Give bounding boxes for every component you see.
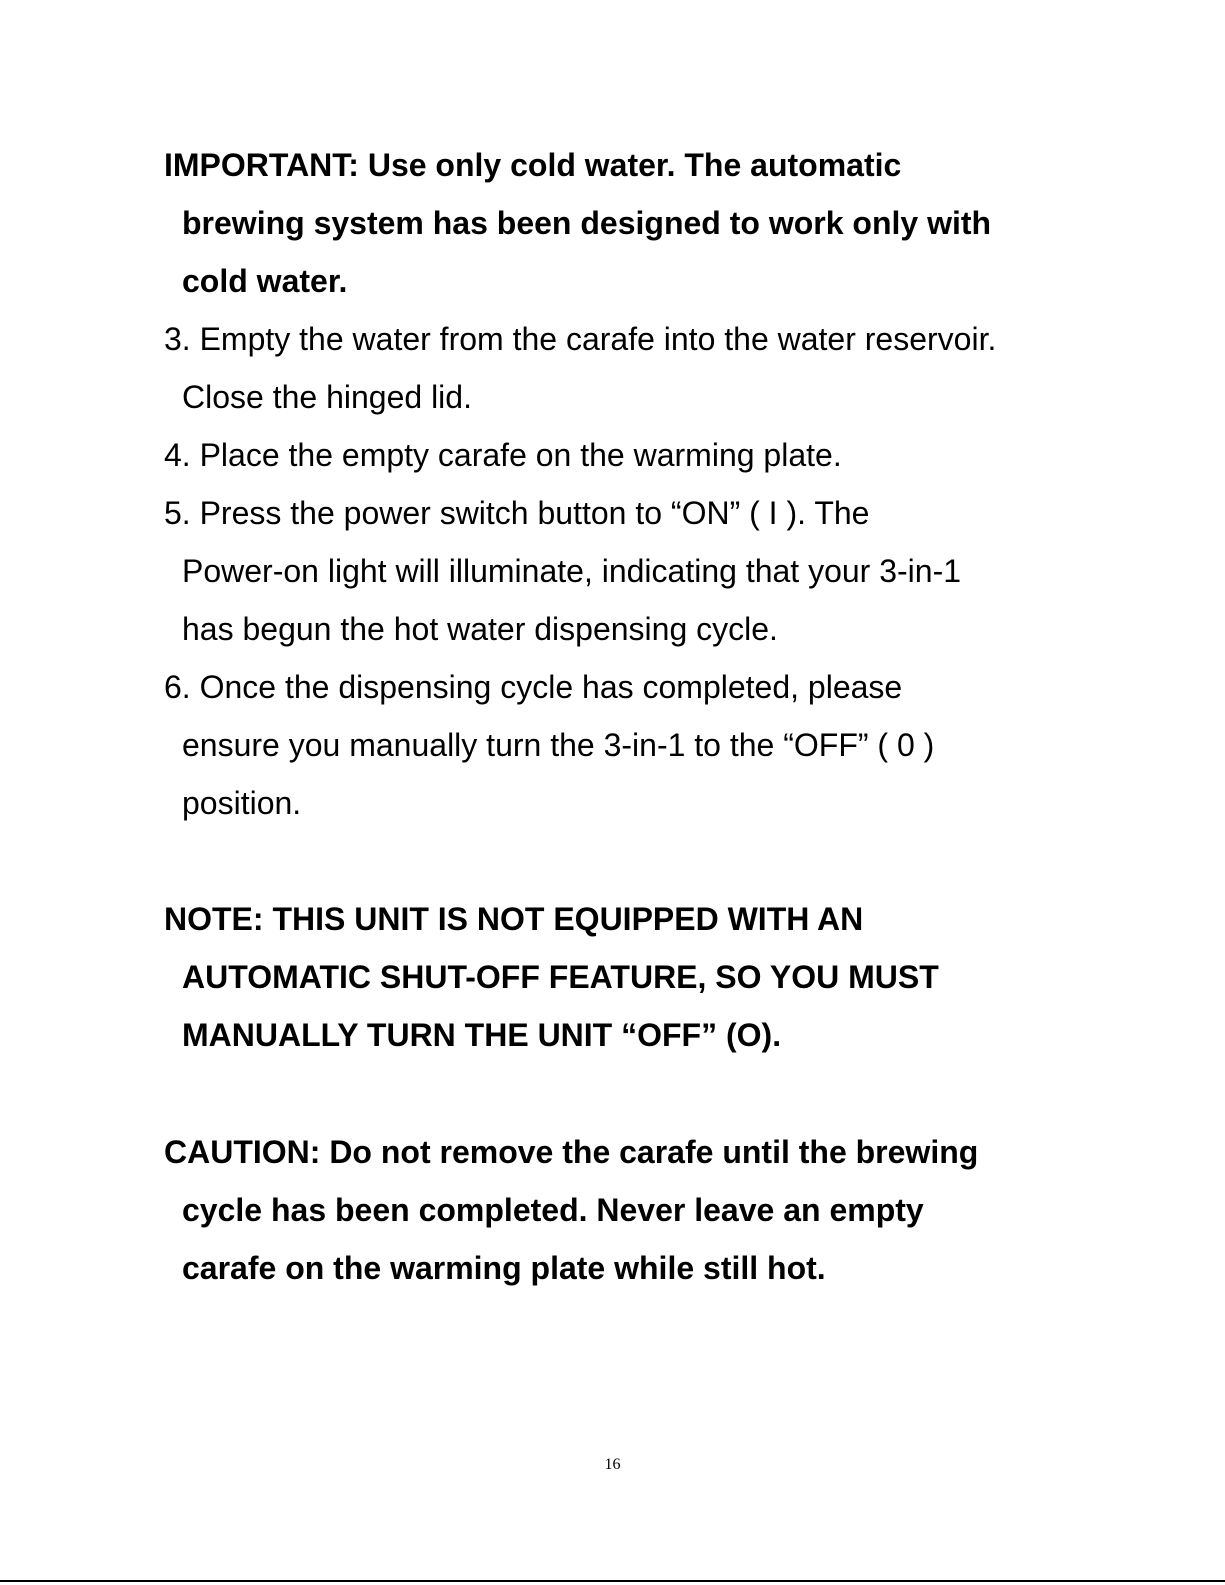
note-line-2: AUTOMATIC SHUT-OFF FEATURE, SO YOU MUST bbox=[182, 959, 939, 995]
step-4-line-1: 4. Place the empty carafe on the warming plate. bbox=[164, 437, 842, 473]
bottom-edge-rule bbox=[0, 1580, 1225, 1582]
step-3-line-2: Close the hinged lid. bbox=[182, 379, 472, 415]
important-line-2: brewing system has been designed to work only with bbox=[182, 205, 992, 241]
step-3-line-1: 3. Empty the water from the carafe into the water reservoir. bbox=[164, 321, 997, 357]
caution-line-3: carafe on the warming plate while still hot. bbox=[182, 1250, 826, 1286]
note-line-3: MANUALLY TURN THE UNIT “OFF” (O). bbox=[182, 1017, 782, 1053]
step-6-line-3: position. bbox=[182, 785, 302, 821]
step-5-line-1: 5. Press the power switch button to “ON” ( I ). The bbox=[164, 495, 870, 531]
step-6-line-1: 6. Once the dispensing cycle has completed, please bbox=[164, 669, 903, 705]
step-5-line-2: Power-on light will illuminate, indicating that your 3-in-1 bbox=[182, 553, 962, 589]
important-line-1: IMPORTANT: Use only cold water. The automatic bbox=[164, 147, 902, 183]
caution-line-2: cycle has been completed. Never leave an empty bbox=[182, 1192, 924, 1228]
page-number: 16 bbox=[604, 1456, 621, 1473]
important-line-3: cold water. bbox=[182, 263, 348, 299]
caution-line-1: CAUTION: Do not remove the carafe until the brewing bbox=[164, 1134, 979, 1170]
step-5-line-3: has begun the hot water dispensing cycle. bbox=[182, 611, 778, 647]
step-6-line-2: ensure you manually turn the 3-in-1 to the “OFF” ( 0 ) bbox=[182, 727, 935, 763]
note-line-1: NOTE: THIS UNIT IS NOT EQUIPPED WITH AN bbox=[164, 901, 864, 937]
